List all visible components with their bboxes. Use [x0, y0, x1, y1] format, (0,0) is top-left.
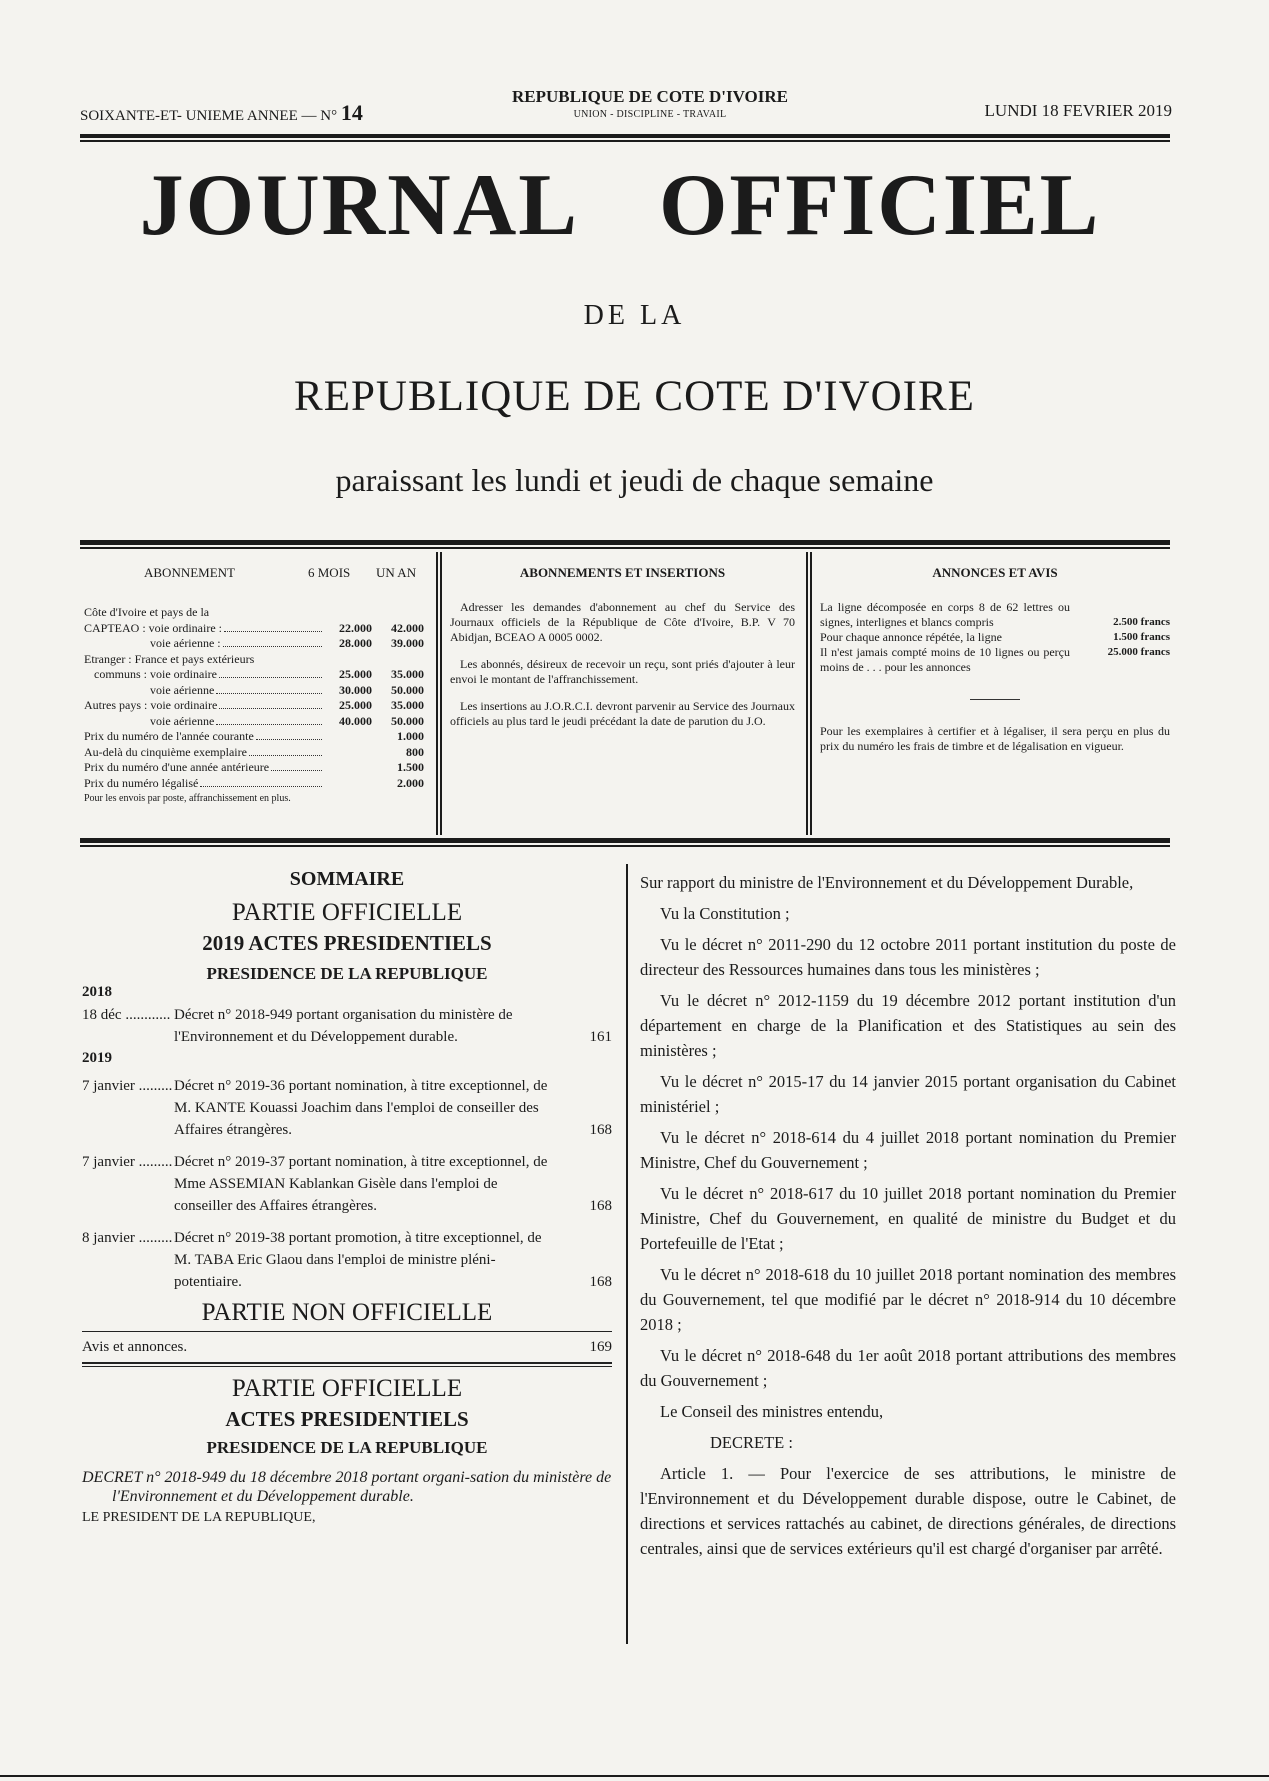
box-bottom-rule	[80, 838, 1170, 843]
insertions-column	[450, 565, 795, 741]
abonnement-an-value: 39.000	[391, 636, 424, 650]
article-1: Article 1. — Pour l'exercice de ses attributions, le ministre de l'Environnement et du Développement durable dispose, outre le Cabinet, de directions et services rattachés au cabinet, de directions générales, de directions centrales, ainsi que de services extérieurs qu'il est chargé d'organiser par arrêté.	[640, 1464, 1176, 1558]
box-divider-2a	[806, 552, 808, 835]
decret-paragraph: Vu le décret n° 2011-290 du 12 octobre 2011 portant institution du poste de directeur des Ressources humaines dans tous les ministères ;	[640, 935, 1176, 979]
sommaire-entry: 18 déc ............ Décret n° 2018-949 portant organisation du ministère de l'Environnement et du Développement durable. 161	[82, 1007, 612, 1045]
leader-dots	[216, 684, 322, 694]
leader-dots	[249, 746, 322, 756]
masthead	[70, 157, 1170, 254]
republic-motto: UNION - DISCIPLINE - TRAVAIL	[573, 109, 727, 120]
abonnement-row	[84, 636, 424, 652]
annonces-row-3: Il n'est jamais compté moins de 10 lignes ou perçu moins de . . . pour les annonces 25.000 francs	[820, 645, 1170, 674]
sommaire-title: SOMMAIRE	[289, 868, 405, 890]
abonnement-6mois-value: 40.000	[339, 713, 372, 728]
insertions-p2: Les abonnés, désireux de recevoir un reçu, sont priés d'ajouter à leur envoi le montant de l'affranchissement.	[450, 657, 795, 686]
annonces-row-2: Pour chaque annonce répétée, la ligne 1.500 francs	[820, 630, 1170, 644]
abonnement-6mois-value: 25.000	[339, 667, 372, 681]
leader-dots	[200, 777, 322, 787]
sommaire-end-rule	[82, 1362, 612, 1364]
abonnement-an-value: 50.000	[391, 713, 424, 728]
annonces-row-1: La ligne décomposée en corps 8 de 62 lettres ou signes, interlignes et blancs compris 2.500 francs	[820, 600, 1170, 629]
leader-dots	[219, 668, 322, 678]
sommaire-column	[82, 868, 612, 1526]
decret-paragraph: Vu le décret n° 2018-648 du 1er août 2018 portant attributions des membres du Gouvernement ;	[640, 1346, 1176, 1390]
decret-paragraphs	[640, 870, 1176, 1424]
insertions-p3: Les insertions au J.O.R.C.I. devront parvenir au Service des Journaux officiels au plus tard le jeudi précédant la date de parution du J.O.	[450, 699, 795, 728]
abonnement-row	[84, 760, 424, 776]
abonnement-row-label: voie aérienne :	[150, 636, 221, 650]
abonnement-an-value: 1.000	[397, 729, 424, 743]
abonnement-6mois-value: 30.000	[339, 682, 372, 697]
sommaire-entry: 7 janvier ......... Décret n° 2019-37 portant nomination, à titre exceptionnel, de Mme ASSEMIAN Kablankan Gisèle dans l'emploi de conseiller des Affaires étrangères. 168	[82, 1154, 612, 1214]
body-actes: ACTES PRESIDENTIELS	[225, 1407, 469, 1431]
header-republic	[430, 87, 870, 120]
abonnement-row-label: Autres pays : voie ordinaire	[84, 698, 218, 712]
leader-dots	[216, 715, 322, 725]
decret-paragraph: Vu le décret n° 2015-17 du 14 janvier 2015 portant organisation du Cabinet ministériel ;	[640, 1072, 1176, 1116]
insertions-title: ABONNEMENTS ET INSERTIONS	[519, 565, 726, 580]
leader-dots	[224, 622, 322, 632]
issue-date: LUNDI 18 FEVRIER 2019	[984, 101, 1172, 120]
abonnement-6mois-value: 25.000	[339, 698, 372, 712]
abonnement-row	[84, 729, 424, 745]
abonnement-an-value: 35.000	[391, 667, 424, 681]
sommaire-partie-non-officielle: PARTIE NON OFFICIELLE	[201, 1299, 493, 1326]
abonnement-column	[84, 565, 424, 804]
abonnement-an-value: 1.500	[397, 760, 424, 774]
decret-paragraph: Vu le décret n° 2012-1159 du 19 décembre 2012 portant institution d'un département en charge de la Planification et des Statistiques au sein des ministères ;	[640, 991, 1176, 1060]
box-top-rule-thin	[80, 547, 1170, 549]
header-rule-2	[80, 140, 1170, 142]
abonnement-intro: Côte d'Ivoire et pays de la	[84, 605, 210, 619]
abonnement-row-label: voie aérienne	[150, 682, 215, 697]
col-6mois: 6 MOIS	[308, 565, 351, 580]
le-president: LE PRESIDENT DE LA REPUBLIQUE,	[82, 1510, 316, 1525]
abonnement-an-value: 2.000	[397, 775, 424, 790]
decret-paragraph: Le Conseil des ministres entendu,	[660, 1402, 884, 1421]
abonnement-row	[84, 621, 424, 637]
abonnement-6mois-value: 22.000	[339, 620, 372, 635]
decret-paragraph: Vu le décret n° 2018-614 du 4 juillet 2018 portant nomination du Premier Ministre, Chef du Gouvernement ;	[640, 1128, 1176, 1172]
annonces-column	[820, 565, 1170, 754]
masthead-word-2: OFFICIEL	[658, 157, 1101, 254]
body-partie-officielle: PARTIE OFFICIELLE	[231, 1375, 463, 1402]
abonnement-row	[84, 745, 424, 761]
leader-dots	[256, 730, 322, 740]
issue-number: 14	[340, 100, 363, 125]
col-un-an: UN AN	[376, 565, 417, 580]
box-top-rule	[80, 540, 1170, 545]
year-2018: 2018	[82, 984, 112, 1000]
subtitle-parution: paraissant les lundi et jeudi de chaque semaine	[335, 462, 934, 498]
page-bottom-rule	[0, 1775, 1269, 1777]
abonnement-row-label: CAPTEAO : voie ordinaire :	[84, 620, 222, 635]
box-divider-2b	[810, 552, 812, 835]
header-rule-1	[80, 134, 1170, 138]
leader-dots	[256, 654, 322, 663]
column-divider	[626, 864, 628, 1644]
abonnement-an-value: 50.000	[391, 682, 424, 697]
sommaire-end-rule-thin	[82, 1366, 612, 1367]
abonnement-row	[84, 714, 424, 730]
decret-paragraph: Sur rapport du ministre de l'Environnement et du Développement Durable,	[640, 873, 1134, 892]
box-divider-1b	[440, 552, 442, 835]
decret-body	[640, 870, 1176, 1567]
abonnement-an-value: 35.000	[391, 698, 424, 712]
abonnement-title: ABONNEMENT	[144, 565, 235, 580]
sommaire-divider	[82, 1331, 612, 1332]
abonnement-row	[84, 667, 424, 683]
annonces-title: ANNONCES ET AVIS	[932, 565, 1058, 580]
abonnement-row-label: Prix du numéro légalisé	[84, 775, 199, 790]
decret-title: DECRET n° 2018-949 du 18 décembre 2018 portant organi-sation du ministère de l'Environnement et du Développement durable.	[82, 1469, 612, 1505]
sommaire-entry-avis: Avis et annonces. 169	[82, 1339, 612, 1355]
body-presidence: PRESIDENCE DE LA REPUBLIQUE	[206, 1438, 488, 1457]
annonces-note: Pour les exemplaires à certifier et à légaliser, il sera perçu en plus du prix du numéro les frais de timbre et de légalisation en vigueur.	[820, 724, 1170, 753]
abonnement-row-label: Etranger : France et pays extérieurs	[84, 651, 255, 666]
masthead-word-1: JOURNAL	[139, 157, 579, 254]
year-2019: 2019	[82, 1050, 112, 1066]
subtitle-republique: REPUBLIQUE DE COTE D'IVOIRE	[294, 373, 975, 420]
issue-label: SOIXANTE-ET- UNIEME ANNEE — N° 14	[80, 100, 363, 125]
abonnement-6mois-value: 28.000	[339, 636, 372, 650]
abonnement-an-value: 800	[406, 744, 424, 759]
sommaire-partie-officielle: PARTIE OFFICIELLE	[231, 899, 463, 926]
box-divider-1a	[436, 552, 438, 835]
decrete: DECRETE :	[710, 1433, 793, 1452]
sommaire-entry: 7 janvier ......... Décret n° 2019-36 portant nomination, à titre exceptionnel, de M. KANTE Kouassi Joachim dans l'emploi de conseiller des Affaires étrangères. 168	[82, 1078, 612, 1138]
abonnement-row	[84, 698, 424, 714]
abonnement-an-value: 42.000	[391, 620, 424, 635]
abonnement-row	[84, 776, 424, 792]
abonnement-row-label: Prix du numéro de l'année courante	[84, 729, 254, 743]
abonnement-row-label: Prix du numéro d'une année antérieure	[84, 760, 270, 774]
decret-paragraph: Vu la Constitution ;	[660, 904, 790, 923]
sommaire-actes: 2019 ACTES PRESIDENTIELS	[202, 931, 492, 955]
abonnement-rows	[84, 621, 424, 792]
abonnement-row-label: Au-delà du cinquième exemplaire	[84, 744, 247, 759]
abonnement-row-label: communs : voie ordinaire	[94, 667, 217, 681]
sommaire-entry: 8 janvier ......... Décret n° 2019-38 portant promotion, à titre exceptionnel, de M. TABA Eric Glaou dans l'emploi de ministre pléni-potentiaire. 168	[82, 1230, 612, 1290]
subtitle-de-la: DE LA	[583, 300, 686, 331]
decret-paragraph: Vu le décret n° 2018-618 du 10 juillet 2018 portant nomination des membres du Gouvernement, tel que modifié par le décret n° 2018-914 du 10 décembre 2018 ;	[640, 1265, 1176, 1334]
leader-dots	[223, 637, 322, 647]
abonnement-note: Pour les envois par poste, affranchissement en plus.	[84, 793, 291, 804]
abonnement-row	[84, 652, 424, 668]
leader-dots	[219, 699, 322, 709]
abonnement-row	[84, 683, 424, 699]
decret-paragraph: Vu le décret n° 2018-617 du 10 juillet 2018 portant nomination du Premier Ministre, Chef du Gouvernement, en qualité de ministre du Budget et du Portefeuille de l'Etat ;	[640, 1184, 1176, 1253]
box-bottom-rule-thin	[80, 845, 1170, 847]
annonces-divider	[970, 699, 1020, 700]
insertions-p1: Adresser les demandes d'abonnement au chef du Service des Journaux officiels de la République de Côte d'Ivoire, B.P. V 70 Abidjan, BCEAO A 0005 0002.	[450, 600, 795, 644]
republic-name: REPUBLIQUE DE COTE D'IVOIRE	[512, 87, 788, 106]
abonnement-header	[84, 565, 424, 605]
abonnement-row-label: voie aérienne	[150, 713, 215, 728]
sommaire-presidence: PRESIDENCE DE LA REPUBLIQUE	[206, 964, 488, 983]
leader-dots	[271, 761, 322, 771]
